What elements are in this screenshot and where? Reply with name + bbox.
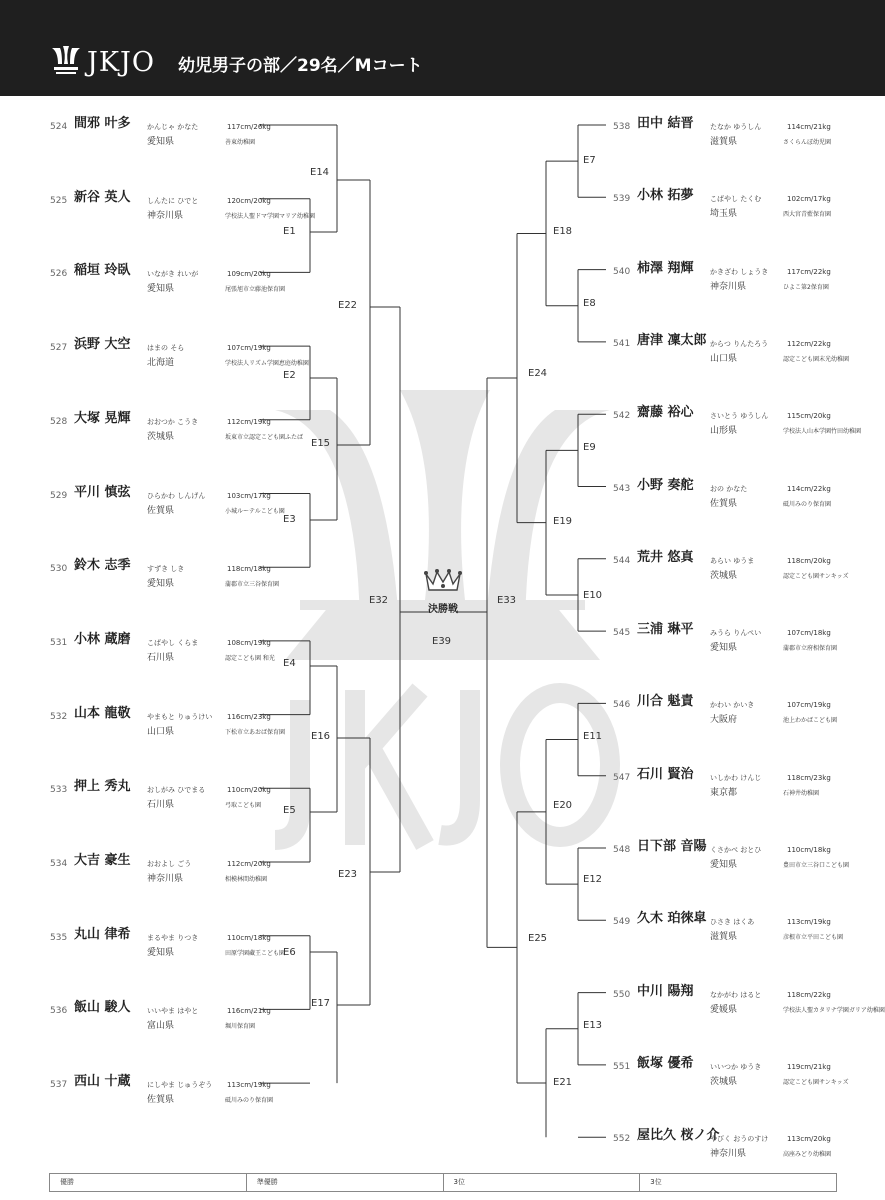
entry-height-weight: 112cm/19kg bbox=[227, 417, 271, 426]
entry-prefecture: 埼玉県 bbox=[710, 209, 738, 220]
entry-number: 547 bbox=[613, 772, 631, 783]
match-label-e23: E23 bbox=[338, 869, 358, 880]
entry-number: 531 bbox=[50, 637, 68, 648]
entry-right-12 bbox=[613, 985, 885, 1025]
entry-kana: こばやし くらま bbox=[147, 638, 199, 647]
match-label-e22: E22 bbox=[338, 300, 358, 311]
entry-prefecture: 愛知県 bbox=[710, 643, 738, 654]
entry-club: 認定こども園 和光 bbox=[225, 654, 275, 662]
entry-club: 豊田市立三谷口こども園 bbox=[783, 862, 850, 869]
entry-height-weight: 118cm/22kg bbox=[787, 990, 831, 999]
match-label-e17: E17 bbox=[311, 998, 331, 1009]
entry-height-weight: 118cm/20kg bbox=[787, 556, 831, 565]
entry-height-weight: 116cm/21kg bbox=[227, 1007, 271, 1016]
entry-height-weight: 108cm/19kg bbox=[227, 638, 271, 647]
entry-number: 527 bbox=[50, 343, 68, 354]
entry-club: ひよこ第2保育園 bbox=[783, 283, 829, 291]
entry-name: 稲垣 玲臥 bbox=[74, 263, 131, 279]
entry-kana: やびく おうのすけ bbox=[710, 1135, 769, 1144]
entry-left-1 bbox=[50, 191, 350, 231]
entry-prefecture: 佐賀県 bbox=[147, 505, 175, 516]
entry-height-weight: 120cm/20kg bbox=[227, 196, 271, 205]
entry-height-weight: 117cm/22kg bbox=[787, 267, 831, 276]
match-label-e4: E4 bbox=[283, 658, 296, 669]
entry-kana: かきざわ しょうき bbox=[710, 267, 769, 276]
entry-number: 536 bbox=[50, 1006, 68, 1017]
entry-kana: おおよし ごう bbox=[147, 860, 192, 868]
entry-number: 539 bbox=[613, 194, 631, 205]
entry-prefecture: 山口県 bbox=[710, 353, 738, 364]
entry-prefecture: 愛知県 bbox=[147, 947, 175, 958]
match-label-e16: E16 bbox=[311, 731, 331, 742]
entry-prefecture: 山形県 bbox=[710, 426, 738, 437]
match-label-e5: E5 bbox=[283, 805, 296, 816]
entry-height-weight: 116cm/23kg bbox=[227, 712, 271, 721]
entry-name: 飯山 駿人 bbox=[74, 1000, 131, 1016]
entry-prefecture: 滋賀県 bbox=[710, 932, 738, 943]
entry-left-2 bbox=[50, 264, 350, 304]
entry-number: 538 bbox=[613, 122, 631, 132]
match-label-e13: E13 bbox=[583, 1020, 603, 1031]
entry-number: 552 bbox=[613, 1134, 631, 1145]
entry-club: 堀川保育園 bbox=[225, 1023, 256, 1031]
match-label-e1: E1 bbox=[283, 226, 296, 237]
entry-number: 541 bbox=[613, 338, 631, 349]
entry-right-1 bbox=[613, 189, 885, 229]
entry-left-3 bbox=[50, 338, 350, 378]
entry-kana: みうら りんぺい bbox=[710, 629, 762, 638]
entry-right-14 bbox=[613, 1129, 885, 1169]
entry-kana: すずき しき bbox=[147, 565, 185, 574]
entry-name: 新谷 英人 bbox=[74, 189, 131, 205]
match-label-e2: E2 bbox=[283, 370, 296, 381]
entry-prefecture: 愛知県 bbox=[147, 284, 175, 295]
entry-height-weight: 118cm/23kg bbox=[787, 773, 831, 782]
entry-name: 中川 陽翔 bbox=[637, 983, 694, 999]
entry-right-0 bbox=[613, 117, 885, 157]
entry-right-9 bbox=[613, 768, 885, 808]
entry-name: 荒井 悠真 bbox=[637, 549, 694, 565]
entry-kana: まるやま りつき bbox=[147, 933, 199, 942]
entry-kana: こばやし たくむ bbox=[710, 195, 762, 204]
entry-right-13 bbox=[613, 1057, 885, 1097]
result-cell-third-2: 3位 bbox=[650, 1178, 662, 1186]
entry-club: 認定こども園末光幼稚園 bbox=[783, 355, 850, 363]
entry-name: 西山 十蔵 bbox=[74, 1074, 131, 1090]
entry-prefecture: 愛媛県 bbox=[710, 1004, 738, 1015]
entry-kana: やまもと りゅうけい bbox=[147, 712, 213, 721]
result-cell-third-1: 3位 bbox=[444, 1174, 641, 1191]
match-label-e7: E7 bbox=[583, 155, 596, 166]
page-title: 幼児男子の部／29名／Mコート bbox=[178, 56, 423, 76]
entry-kana: おおつか こうき bbox=[147, 417, 199, 426]
entry-name: 大塚 晃輝 bbox=[74, 410, 131, 426]
entry-kana: にしやま じゅうぞう bbox=[147, 1081, 213, 1090]
entry-club: 高座みどり幼稚園 bbox=[783, 1151, 832, 1159]
match-label-e32: E32 bbox=[369, 595, 389, 606]
entry-club: 彦根市立平田こども園 bbox=[783, 934, 844, 942]
entry-number: 550 bbox=[613, 989, 631, 1000]
entry-height-weight: 107cm/19kg bbox=[227, 344, 271, 353]
entry-prefecture: 神奈川県 bbox=[147, 874, 184, 884]
entry-right-4 bbox=[613, 406, 885, 446]
entry-height-weight: 112cm/20kg bbox=[227, 860, 271, 868]
entry-kana: さいとう ゆうしん bbox=[710, 412, 769, 421]
entry-name: 唐津 凜太郎 bbox=[637, 332, 707, 348]
entry-left-10 bbox=[50, 854, 350, 894]
entry-number: 544 bbox=[613, 555, 631, 566]
entry-name: 屋比久 桜ノ介 bbox=[637, 1128, 720, 1144]
entry-club: 学校法人リズム学園恵庭幼稚園 bbox=[225, 360, 309, 368]
entry-prefecture: 茨城県 bbox=[710, 570, 738, 581]
entry-height-weight: 114cm/21kg bbox=[787, 123, 831, 131]
entry-name: 川合 魁責 bbox=[637, 694, 694, 710]
entry-prefecture: 山口県 bbox=[147, 726, 175, 737]
entry-club: 認定こども園サンキッズ bbox=[783, 572, 849, 580]
entry-kana: なかがわ はると bbox=[710, 990, 762, 999]
entry-kana: おしがみ ひでまる bbox=[147, 786, 206, 795]
entry-prefecture: 石川県 bbox=[147, 800, 175, 811]
entry-right-7 bbox=[613, 623, 885, 663]
match-label-e6: E6 bbox=[283, 947, 296, 958]
entry-club: 小城ルーテルこども園 bbox=[225, 507, 285, 515]
entry-club: 蒲郡市立府相保育園 bbox=[783, 645, 838, 653]
entry-kana: おの かなた bbox=[710, 484, 748, 493]
entry-club: 石神井幼稚園 bbox=[783, 789, 820, 797]
entry-number: 530 bbox=[50, 564, 68, 575]
entry-right-11 bbox=[613, 912, 885, 952]
entry-name: 柿澤 翔輝 bbox=[637, 260, 694, 276]
match-label-e21: E21 bbox=[553, 1077, 573, 1088]
entry-club: 蒲郡市立三谷保育園 bbox=[225, 581, 280, 589]
entry-number: 532 bbox=[50, 711, 68, 722]
entry-kana: かんじゃ かなた bbox=[147, 123, 199, 131]
entry-prefecture: 石川県 bbox=[147, 652, 175, 663]
entry-number: 528 bbox=[50, 416, 68, 427]
match-label-e11: E11 bbox=[583, 731, 603, 742]
entry-club: 砥川みのり保育園 bbox=[783, 500, 832, 508]
brand-name: JKJO bbox=[87, 47, 155, 78]
entry-right-5 bbox=[613, 479, 885, 519]
entry-name: 大吉 豪生 bbox=[74, 853, 131, 868]
entry-name: 飯塚 優希 bbox=[637, 1055, 694, 1071]
entry-club: 田原学園藏王こども園 bbox=[225, 949, 286, 957]
entry-name: 鈴木 志季 bbox=[74, 558, 131, 574]
entry-right-6 bbox=[613, 551, 885, 591]
entry-prefecture: 神奈川県 bbox=[710, 281, 747, 292]
match-label-e3: E3 bbox=[283, 514, 296, 525]
match-label-e15: E15 bbox=[311, 438, 331, 449]
entry-prefecture: 北海道 bbox=[147, 358, 175, 369]
entry-prefecture: 茨城県 bbox=[147, 431, 175, 442]
results-table bbox=[49, 1173, 837, 1192]
entry-kana: いいやま はやと bbox=[147, 1007, 199, 1016]
entry-height-weight: 113cm/19kg bbox=[787, 918, 831, 927]
entry-height-weight: 118cm/18kg bbox=[227, 565, 271, 574]
entry-kana: いいつか ゆうき bbox=[710, 1062, 762, 1071]
match-label-e14: E14 bbox=[310, 167, 330, 178]
entry-left-8 bbox=[50, 707, 350, 747]
entry-prefecture: 神奈川県 bbox=[710, 1149, 747, 1160]
entry-club: 善東幼稚園 bbox=[225, 139, 256, 146]
match-label-e9: E9 bbox=[583, 442, 596, 453]
entry-number: 548 bbox=[613, 845, 631, 855]
entry-club: 学校法人聖ドマ学園マリア幼稚園 bbox=[225, 212, 316, 220]
entry-prefecture: 愛知県 bbox=[147, 579, 175, 590]
entry-kana: からつ りんたろう bbox=[710, 339, 769, 348]
entry-club: 相模林間幼稚園 bbox=[225, 876, 268, 883]
entry-club: 西大宮青藍保育園 bbox=[783, 211, 832, 219]
entry-left-5 bbox=[50, 486, 350, 526]
entry-name: 平川 慎弦 bbox=[74, 484, 131, 500]
entry-name: 久木 珀徠皐 bbox=[637, 911, 707, 927]
crown-icon bbox=[423, 566, 463, 594]
entry-left-12 bbox=[50, 1001, 350, 1041]
entry-number: 540 bbox=[613, 266, 631, 277]
final-label: 決勝戦 bbox=[428, 604, 458, 615]
entry-kana: ひさき はくあ bbox=[710, 918, 755, 927]
entry-kana: いながき れいが bbox=[147, 270, 199, 279]
entry-height-weight: 117cm/26kg bbox=[227, 123, 271, 131]
entry-name: 丸山 律希 bbox=[74, 926, 131, 942]
entry-prefecture: 富山県 bbox=[147, 1021, 175, 1032]
entry-number: 534 bbox=[50, 859, 68, 869]
entry-height-weight: 109cm/20kg bbox=[227, 270, 271, 279]
entry-number: 535 bbox=[50, 932, 68, 943]
entry-number: 526 bbox=[50, 269, 68, 280]
entry-kana: いしかわ けんじ bbox=[710, 773, 762, 782]
entry-club: さくらんぼ幼児園 bbox=[783, 139, 832, 146]
entry-club: 学校法人聖カタリナ学園ガリア幼稚園 bbox=[783, 1006, 885, 1014]
entry-name: 山本 龍敬 bbox=[74, 705, 131, 721]
entry-name: 押上 秀丸 bbox=[74, 779, 131, 795]
entry-height-weight: 115cm/20kg bbox=[787, 412, 831, 421]
entry-left-7 bbox=[50, 633, 350, 673]
entry-prefecture: 滋賀県 bbox=[710, 137, 738, 147]
entry-number: 533 bbox=[50, 785, 68, 796]
match-label-e20: E20 bbox=[553, 800, 573, 811]
entry-name: 石川 賢治 bbox=[637, 766, 694, 782]
entry-name: 日下部 音陽 bbox=[637, 839, 707, 854]
entry-left-13 bbox=[50, 1075, 350, 1115]
match-label-e10: E10 bbox=[583, 590, 603, 601]
entry-name: 小林 拓夢 bbox=[637, 188, 694, 204]
entry-height-weight: 110cm/20kg bbox=[227, 786, 271, 795]
entry-height-weight: 113cm/20kg bbox=[787, 1135, 831, 1144]
entry-number: 546 bbox=[613, 700, 631, 711]
entry-kana: くさかべ おとひ bbox=[710, 846, 762, 854]
entry-name: 浜野 大空 bbox=[74, 337, 131, 353]
entry-club: 認定こども園サンキッズ bbox=[783, 1078, 849, 1086]
entry-number: 549 bbox=[613, 917, 631, 928]
entry-prefecture: 佐賀県 bbox=[710, 498, 738, 509]
entry-kana: しんたに ひでと bbox=[147, 196, 199, 205]
entry-prefecture: 神奈川県 bbox=[147, 210, 184, 221]
entry-name: 小野 奏舵 bbox=[637, 477, 694, 493]
entry-name: 小林 蔵磨 bbox=[74, 631, 131, 647]
match-label-e12: E12 bbox=[583, 874, 603, 885]
entry-right-10 bbox=[613, 840, 885, 880]
entry-kana: はまの そら bbox=[147, 344, 185, 353]
entry-height-weight: 110cm/18kg bbox=[787, 846, 831, 854]
entry-number: 524 bbox=[50, 122, 68, 132]
entry-height-weight: 107cm/19kg bbox=[787, 701, 831, 710]
match-label-e33: E33 bbox=[497, 595, 517, 606]
entry-height-weight: 114cm/22kg bbox=[787, 484, 831, 493]
entry-height-weight: 110cm/18kg bbox=[227, 933, 271, 942]
entry-number: 525 bbox=[50, 195, 68, 206]
entry-club: 砥川みのり保育園 bbox=[225, 1097, 274, 1105]
match-label-e18: E18 bbox=[553, 226, 573, 237]
entry-number: 543 bbox=[613, 483, 631, 494]
entry-kana: たなか ゆうしん bbox=[710, 123, 762, 131]
entry-kana: あらい ゆうま bbox=[710, 556, 755, 565]
entry-left-11 bbox=[50, 928, 350, 968]
entry-name: 間邪 叶多 bbox=[74, 116, 131, 131]
entry-name: 三浦 琳平 bbox=[637, 622, 694, 638]
match-label-e25: E25 bbox=[528, 933, 548, 944]
entry-number: 545 bbox=[613, 628, 631, 639]
entry-number: 537 bbox=[50, 1080, 68, 1091]
entry-height-weight: 113cm/19kg bbox=[227, 1081, 271, 1090]
entry-height-weight: 119cm/21kg bbox=[787, 1062, 831, 1071]
entry-prefecture: 愛知県 bbox=[710, 860, 738, 870]
entry-name: 田中 結晋 bbox=[637, 116, 694, 131]
match-label-e19: E19 bbox=[553, 516, 573, 527]
entry-club: 下松市立あおば保育園 bbox=[225, 728, 286, 736]
entry-kana: かわい かいき bbox=[710, 701, 755, 710]
entry-club: 学校法人山本学園竹田幼稚園 bbox=[783, 428, 862, 436]
entry-kana: ひらかわ しんげん bbox=[147, 491, 206, 500]
match-label-e24: E24 bbox=[528, 368, 548, 379]
entry-height-weight: 102cm/17kg bbox=[787, 195, 831, 204]
entry-left-9 bbox=[50, 780, 350, 820]
entry-prefecture: 大阪府 bbox=[710, 715, 738, 726]
entry-height-weight: 107cm/18kg bbox=[787, 629, 831, 638]
entry-number: 529 bbox=[50, 490, 68, 501]
result-cell-runner-up: 準優勝 bbox=[247, 1174, 444, 1191]
entry-club: 池上わかばこども園 bbox=[783, 717, 838, 725]
entry-height-weight: 112cm/22kg bbox=[787, 339, 831, 348]
entry-prefecture: 東京都 bbox=[710, 787, 738, 798]
entry-left-4 bbox=[50, 412, 350, 452]
entry-club: 弓取こども園 bbox=[225, 802, 262, 810]
entry-prefecture: 佐賀県 bbox=[147, 1095, 175, 1106]
entry-height-weight: 103cm/17kg bbox=[227, 491, 271, 500]
entry-left-6 bbox=[50, 559, 350, 599]
result-cell-winner: 優勝 bbox=[50, 1174, 247, 1191]
entry-name: 齋藤 裕心 bbox=[637, 405, 694, 421]
entry-right-3 bbox=[613, 334, 885, 374]
entry-number: 551 bbox=[613, 1061, 631, 1072]
match-label-e8: E8 bbox=[583, 298, 596, 309]
entry-club: 坂東市立認定こども園ふたば bbox=[225, 433, 304, 441]
entry-prefecture: 愛知県 bbox=[147, 137, 175, 147]
entry-right-2 bbox=[613, 262, 885, 302]
entry-prefecture: 茨城県 bbox=[710, 1076, 738, 1087]
entry-right-8 bbox=[613, 695, 885, 735]
entry-club: 尾張旭市立藤池保育園 bbox=[225, 286, 286, 294]
entry-number: 542 bbox=[613, 411, 631, 422]
match-label-e39: E39 bbox=[432, 636, 452, 647]
entry-left-0 bbox=[50, 117, 350, 157]
